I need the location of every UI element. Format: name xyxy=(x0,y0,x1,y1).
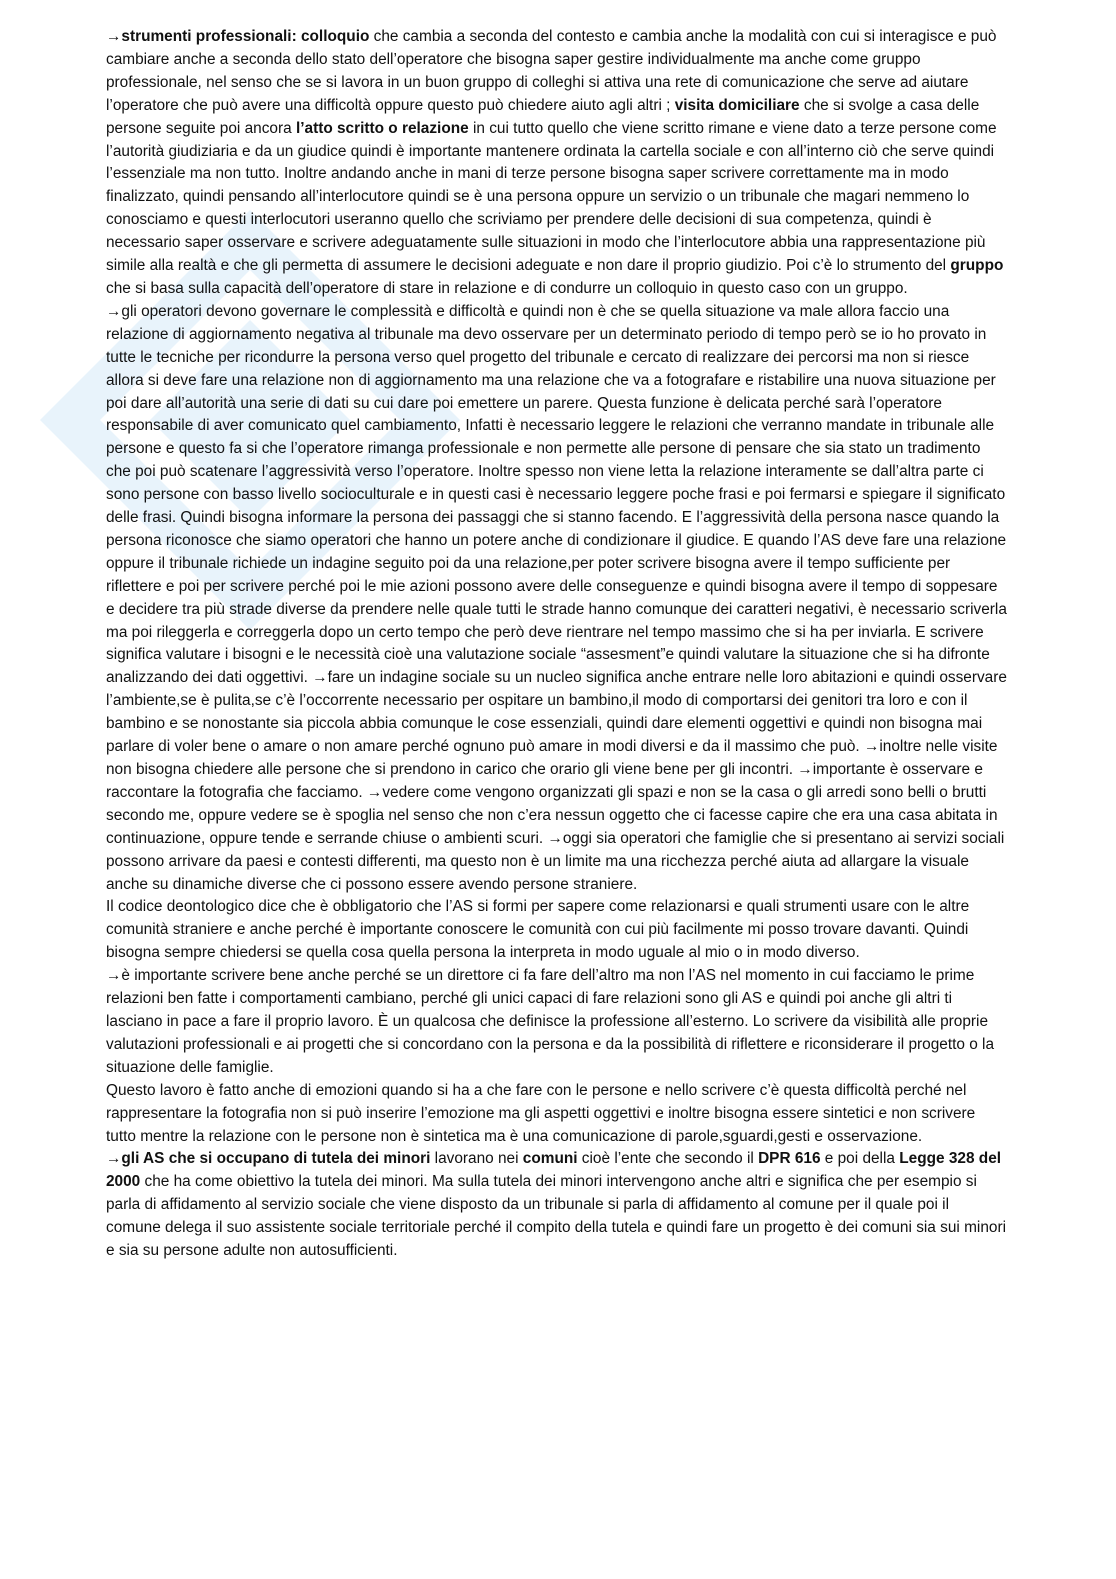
document-body xyxy=(106,26,1008,1263)
text-run: che si basa sulla capacità dell’operatore di stare in relazione e di condurre un colloquio in questo caso con un gruppo. xyxy=(106,279,908,297)
arrow-icon: → xyxy=(547,829,563,847)
text-run: che si svolge a casa delle persone seguite poi ancora xyxy=(106,96,980,137)
text-run: che cambia a seconda del contesto e cambia anche la modalità con cui si interagisce e può cambiare anche a seconda dello stato dell’operatore che bisogna saper gestire individualmente ma anche come gruppo professionale, nel senso che se si lavora in un buon gruppo di colleghi si attiva una rete di comunicazione che serve ad aiutare l’operatore che può avere una difficoltà oppure questo può chiedere aiuto agli altri ; xyxy=(106,28,997,114)
bold-text: gli AS che si occupano di tutela dei minori xyxy=(121,1150,431,1168)
text-run: oggi sia operatori che famiglie che si presentano ai servizi sociali possono arrivare da paesi e contesti differenti, ma questo non è un limite ma una ricchezza perché aiuta ad allargare la visuale anche su dinamiche diverse che ci possono essere avendo persone straniere. xyxy=(106,829,1005,893)
paragraph xyxy=(106,896,1008,965)
paragraph xyxy=(106,301,1008,897)
bold-text: visita domiciliare xyxy=(674,96,800,114)
text-run: inoltre nelle visite non bisogna chiedere alle persone che si prendono in carico che orario gli viene bene per gli incontri. xyxy=(106,738,998,778)
text-run: Il codice deontologico dice che è obbligatorio che l’AS si formi per sapere come relazionarsi e quali strumenti usare con le altre comunità straniere e anche perché è importante conoscere le comunità con cui più facilmente mi posso trovare davanti. Quindi bisogna sempre chiedersi se quella cosa quella persona la interpreta in modo uguale al mio o in modo diverso. xyxy=(106,898,970,962)
bold-text: gruppo xyxy=(950,257,1004,275)
arrow-icon: → xyxy=(106,302,122,320)
text-run: e poi della xyxy=(820,1150,900,1168)
text-run: vedere come vengono organizzati gli spazi e non se la casa o gli arredi sono belli o brutti secondo me, oppure vedere se è spoglia nel senso che non c’era nessun oggetto che ci facesse capire che era una casa abitata in continuazione, oppure tende e serrande chiuse o ambienti scuri. xyxy=(106,783,998,847)
text-run: gli operatori devono governare le complessità e difficoltà e quindi non è che se quella situazione va male allora faccio una relazione di aggiornamento negativa al tribunale ma devo osservare per un determinato periodo di tempo però se io ho provato in tutte le tecniche per ricondurre la persona verso quel progetto del tribunale e cercato di realizzare dei percorsi ma non si riesce allora si deve fare una relazione non di aggiornamento ma una relazione che va a fotografare e ristabilire una nuova situazione per poi dare all’autorità una serie di dati su cui dare poi emettere un parere. Questa funzione è delicata perché sarà l’operatore responsabile di aver comunicato quel cambiamento, Infatti è necessario leggere le relazioni che verranno mandate in tribunale alle persone e questo fa si che l’operatore rimanga professionale e non permette alle persone di pensare che sia stato un tradimento che poi può scatenare l’aggressività verso l’operatore. Inoltre spesso non viene letta la relazione interamente se dall’altra parte ci sono persone con basso livello socioculturale e in questi casi è necessario leggere poche frasi e poi fermarsi e spiegare il significato delle frasi. Quindi bisogna informare la persona dei passaggi che si stanno facendo. E l’aggressività della persona nasce quando la persona riconosce che siamo operatori che hanno un potere anche di condizionare il giudice. E quando l’AS deve fare una relazione oppure il tribunale richiede un indagine seguito poi da una relazione,per poter scrivere bisogna avere il tempo sufficiente per riflettere e poi per scrivere perché poi le mie azioni possono avere delle conseguenze e quindi bisogna avere il tempo di soppesare e decidere tra più strade diverse da prendere nelle quale tutti le strade hanno comunque dei caratteri negativi, è necessario scriverla ma poi rileggerla e correggerla dopo un certo tempo che però deve rientrare nel tempo massimo che si ha per inviarla. E scrivere significa valutare i bisogni e le necessità cioè una valutazione sociale “assesment”e quindi valutare la situazione che si ha difronte analizzando dei dati oggettivi. xyxy=(106,302,1007,687)
arrow-icon: → xyxy=(312,669,328,687)
arrow-icon: → xyxy=(797,761,813,778)
paragraph xyxy=(106,1080,1008,1149)
bold-text: strumenti professionali: colloquio xyxy=(121,28,370,45)
text-run: cioè l’ente che secondo il xyxy=(577,1150,759,1168)
bold-text: DPR 616 xyxy=(758,1150,821,1168)
text-run: in cui tutto quello che viene scritto rimane e viene dato a terze persone come l’autorità giudiziaria e da un giudice quindi è importante mantenere ordinata la cartella sociale e con all’interno ciò che serve quindi l’essenziale ma non tutto. Inoltre andando anche in mani di terze persone bisogna saper scrivere correttamente ma in modo finalizzato, quindi pensando all’interlocutore quindi se è una persona oppure un servizio o un tribunale che magari nemmeno lo conosciamo e questi interlocutori useranno quello che scriviamo per prendere delle decisioni di sua competenza, quindi è necessario saper osservare e scrivere adeguatamente sulle situazioni in modo che l’interlocutore abbia una rappresentazione più simile alla realtà e che gli permetta di assumere le decisioni adeguate e non dare il proprio giudizio. Poi c’è lo strumento del xyxy=(106,119,997,275)
arrow-icon: → xyxy=(106,1150,122,1168)
paragraph xyxy=(106,26,1008,301)
text-run: che ha come obiettivo la tutela dei minori. Ma sulla tutela dei minori intervengono anche altri e significa che per esempio si parla di affidamento al servizio sociale che viene disposto da un tribunale si parla di affidamento al comune per il quale poi il comune delega il suo assistente sociale territoriale perché il compito della tutela e quindi fare un progetto è dei comuni sia sui minori e sia su persone adulte non autosufficienti. xyxy=(106,1173,1006,1260)
text-run: fare un indagine sociale su un nucleo significa anche entrare nelle loro abitazioni e quindi osservare l’ambiente,se è pulita,se c’è l’occorrente necessario per ospitare un bambino,il modo di comportarsi dei genitori tra loro e con il bambino e se nonostante sia piccola abbia comunque le cose essenziali, quindi dare elementi oggettivi e quindi non bisogna mai parlare di voler bene o amare o non amare perché ognuno può amare in modi diversi e da il massimo che può. xyxy=(106,669,1007,756)
text-run: Questo lavoro è fatto anche di emozioni quando si ha a che fare con le persone e nello scrivere c’è questa difficoltà perché nel rappresentare la fotografia non si può inserire l’emozione ma gli aspetti oggettivi e inoltre bisogna essere sintetici e non scrivere tutto mentre la relazione con le persone non è sintetica ma è una comunicazione di parole,sguardi,gesti e osservazione. xyxy=(106,1081,976,1145)
text-run: è importante scrivere bene anche perché se un direttore ci fa fare dell’altro ma non l’AS nel momento in cui facciamo le prime relazioni ben fatte i comportamenti cambiano, perché gli unici capaci di fare relazioni sono gli AS e quindi poi anche gli altri ti lasciano in pace a fare il proprio lavoro. È un qualcosa che definisce la professione all’esterno. Lo scrivere da visibilità alle proprie valutazioni professionali e ai progetti che si concordano con la persona e da la possibilità di riflettere e riconsiderare il progetto o la situazione delle famiglie. xyxy=(106,967,995,1076)
bold-text: l’atto scritto o relazione xyxy=(295,119,469,137)
bold-text: comuni xyxy=(522,1150,578,1168)
paragraph xyxy=(106,1148,1008,1263)
text-run: lavorano nei xyxy=(430,1150,523,1168)
bold-text: Legge 328 del 2000 xyxy=(106,1150,1002,1191)
arrow-icon: → xyxy=(106,28,122,45)
text-run: importante è osservare e raccontare la fotografia che facciamo. xyxy=(106,761,983,801)
arrow-icon: → xyxy=(864,738,880,756)
paragraph xyxy=(106,965,1008,1080)
arrow-icon: → xyxy=(106,967,122,985)
arrow-icon: → xyxy=(366,783,383,801)
